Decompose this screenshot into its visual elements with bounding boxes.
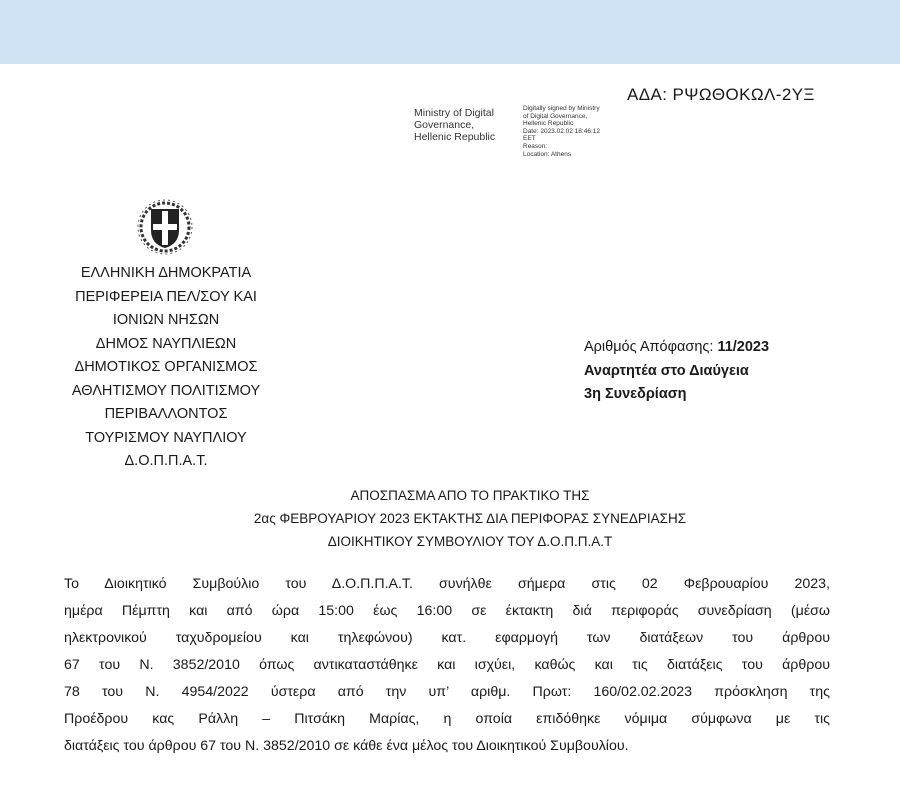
- letterhead-line: ΤΟΥΡΙΣΜΟΥ ΝΑΥΠΛΙΟΥ: [85, 429, 247, 446]
- body-line: 78 του Ν. 4954/2022 ύστερα από την υπ’ αριθμ. Πρωτ: 160/02.02.2023 πρόσκληση της: [64, 684, 830, 700]
- greek-coat-of-arms-icon: [135, 196, 195, 256]
- body-line: Το Διοικητικό Συμβούλιο του Δ.Ο.Π.Π.Α.Τ. συνήλθε σήμερα στις 02 Φεβρουαρίου 2023,: [64, 576, 830, 592]
- signature-detail-line: Digitally signed by Ministry: [523, 105, 600, 112]
- signature-detail-line: Location: Athens: [523, 150, 572, 158]
- letterhead: [40, 262, 292, 474]
- letterhead-line: ΑΘΛΗΤΙΣΜΟΥ ΠΟΛΙΤΙΣΜΟΥ: [71, 382, 261, 399]
- signature-detail-line: Hellenic Republic: [523, 120, 574, 128]
- body-line: ηλεκτρονικού ταχυδρομείου και τηλεφώνου) κατ. εφαρμογή των διατάξεων του άρθρου: [64, 630, 830, 646]
- signature-signer: [414, 107, 495, 143]
- decision-number: [584, 336, 769, 360]
- signature-detail-line: Reason:: [523, 142, 548, 150]
- signature-detail-line: of Digital Governance,: [523, 112, 588, 120]
- heading-line: 2ας ΦΕΒΡΟΥΑΡΙΟΥ 2023 ΕΚΤΑΚΤΗΣ ΔΙΑ ΠΕΡΙΦΟΡΑΣ ΣΥΝΕΔΡΙΑΣΗΣ: [253, 511, 687, 526]
- body-paragraph: [64, 571, 830, 760]
- decision-posting: Αναρτητέα στο Διαύγεια: [584, 362, 749, 379]
- letterhead-line: ΠΕΡΙΦΕΡΕΙΑ ΠΕΛ/ΣΟΥ ΚΑΙ: [75, 288, 257, 305]
- signature-signer-line: Hellenic Republic: [414, 131, 496, 143]
- ada-code: ΑΔΑ: ΡΨΩΘΟΚΩΛ-2ΥΞ: [627, 85, 815, 104]
- body-line: διατάξεις του άρθρου 67 του Ν. 3852/2010 σε κάθε ένα μέλος του Διοικητικού Συμβουλίου.: [64, 738, 629, 754]
- body-line: 67 του Ν. 3852/2010 όπως αντικαταστάθηκε και ισχύει, καθώς και τις διατάξεις του άρθρου: [64, 657, 830, 673]
- decision-number-value: 11/2023: [717, 339, 770, 355]
- signature-details: [523, 105, 643, 158]
- letterhead-line: ΔΗΜΟΤΙΚΟΣ ΟΡΓΑΝΙΣΜΟΣ: [74, 359, 258, 375]
- decision-session: 3η Συνεδρίαση: [584, 386, 687, 402]
- decision-number-label: Αριθμός Απόφασης:: [584, 339, 718, 355]
- letterhead-line: ΕΛΛΗΝΙΚΗ ΔΗΜΟΚΡΑΤΙΑ: [80, 265, 252, 281]
- body-line: ημέρα Πέμπτη και από ώρα 15:00 έως 16:00 σε έκτακτη διά περιφοράς συνεδρίαση (μέσω: [64, 603, 830, 619]
- letterhead-line: ΠΕΡΙΒΑΛΛΟΝΤΟΣ: [104, 406, 228, 422]
- signature-signer-line: Governance,: [414, 119, 475, 131]
- signature-signer-line: Ministry of Digital: [414, 107, 494, 119]
- decision-info: [584, 336, 769, 407]
- heading-line: ΔΙΟΙΚΗΤΙΚΟΥ ΣΥΜΒΟΥΛΙΟΥ ΤΟΥ Δ.Ο.Π.Π.Α.Τ: [327, 534, 613, 549]
- letterhead-line: ΙΟΝΙΩΝ ΝΗΣΩΝ: [112, 312, 220, 328]
- signature-detail-line: EET: [523, 135, 536, 143]
- letterhead-line: Δ.Ο.Π.Π.Α.Τ.: [124, 453, 208, 469]
- signature-detail-line: Date: 2023.02.02 18:46:12: [523, 127, 600, 135]
- top-banner: [0, 0, 900, 64]
- letterhead-line: ΔΗΜΟΣ ΝΑΥΠΛΙΕΩΝ: [95, 335, 237, 352]
- document-heading: [120, 484, 820, 553]
- heading-line: ΑΠΟΣΠΑΣΜΑ ΑΠΟ ΤΟ ΠΡΑΚΤΙΚΟ ΤΗΣ: [350, 488, 590, 503]
- body-line: Προέδρου κας Ράλλη – Πιτσάκη Μαρίας, η οποία επιδόθηκε νόμιμα σύμφωνα με τις: [64, 711, 830, 727]
